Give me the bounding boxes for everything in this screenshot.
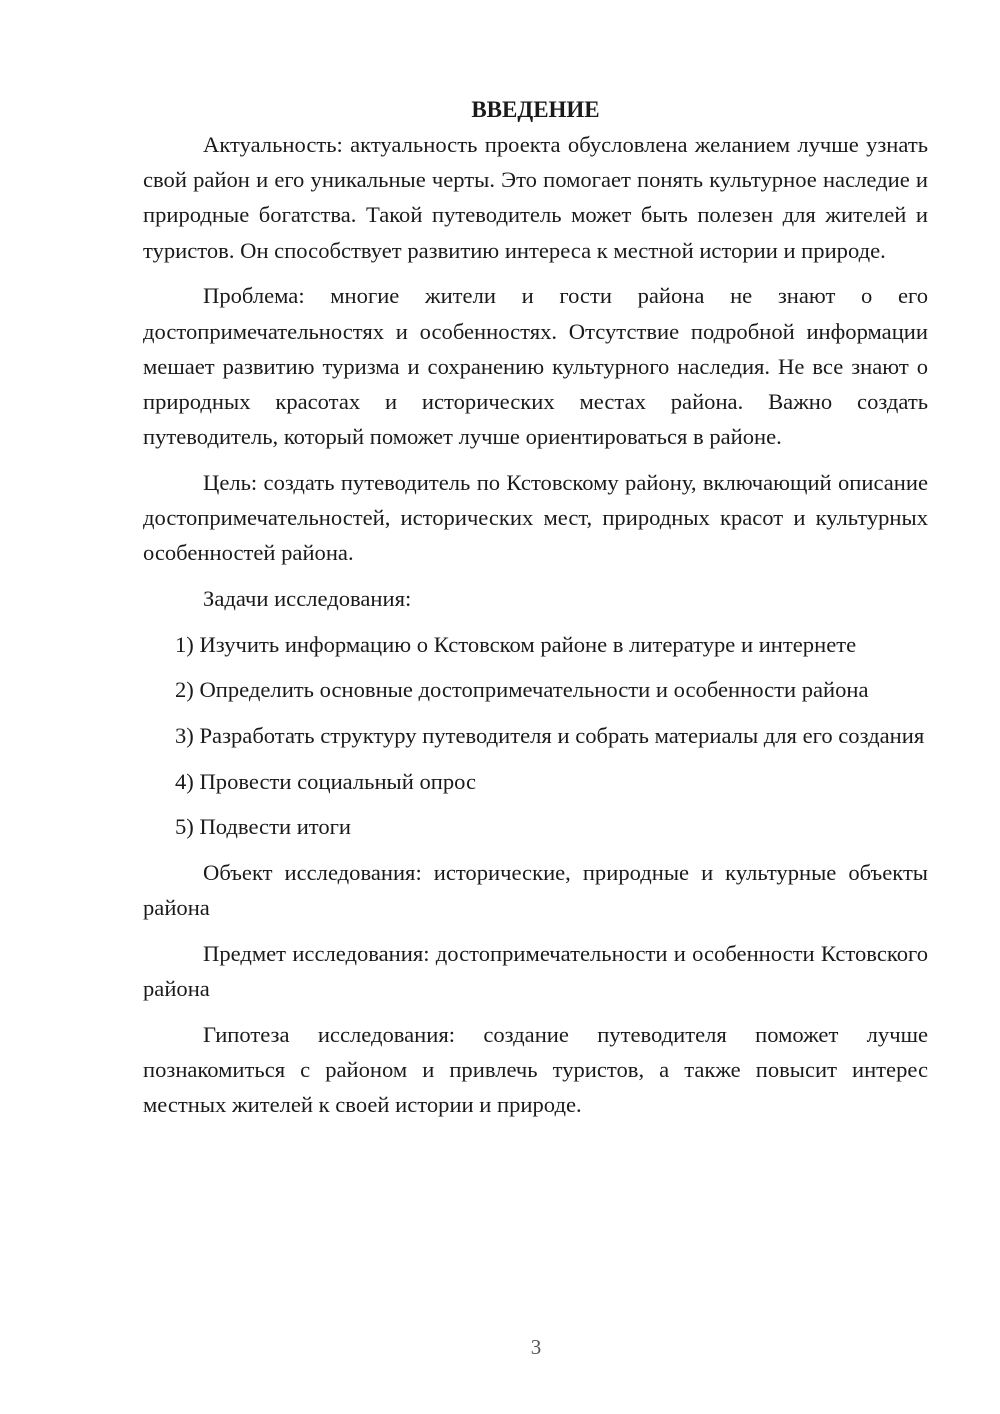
- document-page: [143, 92, 928, 1133]
- paragraph-hypothesis: Гипотеза исследования: создание путеводителя поможет лучше познакомиться с районом и привлечь туристов, а также повысит интерес местных жителей к своей истории и природе.: [143, 1021, 928, 1118]
- task-item-2: 2) Определить основные достопримечательности и особенности района: [175, 677, 869, 703]
- paragraph-goal: Цель: создать путеводитель по Кстовскому району, включающий описание достопримечательностей, исторических мест, природных красот и культурных особенностей района.: [143, 469, 928, 566]
- task-item-1: 1) Изучить информацию о Кстовском районе в литературе и интернете: [175, 631, 857, 657]
- paragraph-tasks-heading: Задачи исследования:: [203, 585, 412, 611]
- page-number: 3: [530, 1335, 542, 1359]
- page-title: ВВЕДЕНИЕ: [471, 97, 600, 122]
- paragraph-problem: Проблема: многие жители и гости района не знают о его достопримечательностях и особенностях. Отсутствие подробной информации мешает развитию туризма и сохранению культурного наследия. Не все знают о природных красотах и исторических местах района. Важно создать путеводитель, который поможет лучше ориентироваться в районе.: [143, 283, 928, 450]
- paragraph-relevance: Актуальность: актуальность проекта обусловлена желанием лучше узнать свой район и его уникальные черты. Это помогает понять культурное наследие и природные богатства. Такой путеводитель может быть полезен для жителей и туристов. Он способствует развитию интереса к местной истории и природе.: [143, 132, 928, 263]
- task-item-3: 3) Разработать структуру путеводителя и собрать материалы для его создания: [175, 723, 925, 749]
- task-item-5: 5) Подвести итоги: [175, 814, 352, 840]
- task-item-4: 4) Провести социальный опрос: [175, 768, 477, 794]
- paragraph-subject: Предмет исследования: достопримечательности и особенности Кстовского района: [143, 941, 928, 1002]
- paragraph-object: Объект исследования: исторические, природные и культурные объекты района: [143, 860, 928, 921]
